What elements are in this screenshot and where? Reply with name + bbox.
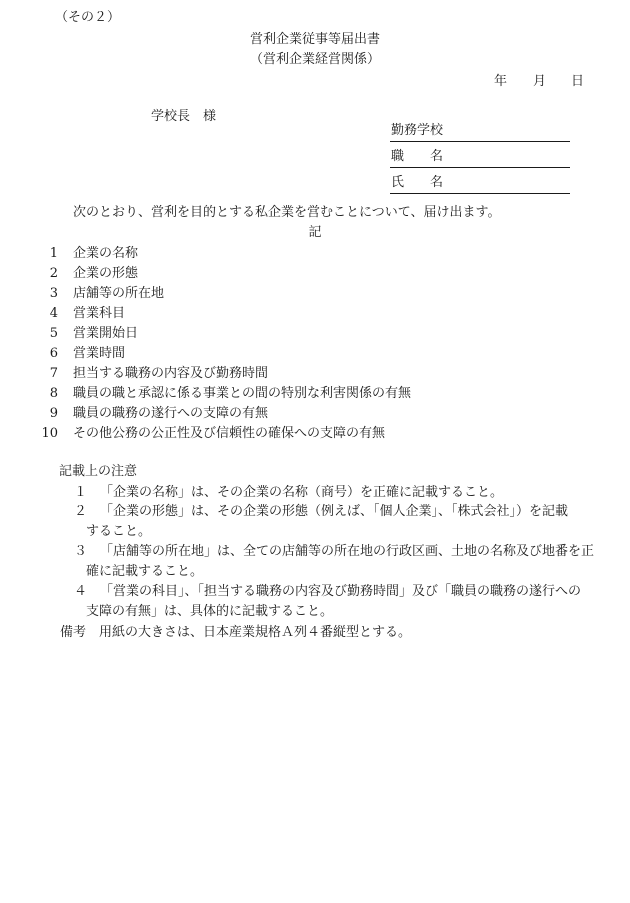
post-label-2: 名 bbox=[430, 149, 444, 164]
intro-text: 次のとおり、営利を目的とする私企業を営むことについて、届け出ます。 bbox=[73, 205, 501, 220]
note-text-line2: 確に記載すること。 bbox=[86, 564, 204, 579]
school-label: 勤務学校 bbox=[391, 123, 444, 138]
item-text: 職員の職と承認に係る事業との間の特別な利害関係の有無 bbox=[73, 386, 412, 401]
item-number: 3 bbox=[49, 286, 58, 301]
post-field bbox=[390, 150, 570, 168]
item-text: 企業の名称 bbox=[73, 246, 139, 261]
item-number: 8 bbox=[49, 386, 58, 401]
name-label-2: 名 bbox=[430, 175, 444, 190]
note-text-line1: 「企業の形態」は、その企業の形態（例えば、「個人企業」、「株式会社」）を記載 bbox=[100, 504, 569, 519]
document-subtitle: （営利企業経営関係） bbox=[249, 52, 380, 67]
name-field bbox=[390, 176, 570, 194]
note-number: ２ bbox=[74, 504, 88, 519]
item-number: 5 bbox=[49, 326, 58, 341]
note-number: ３ bbox=[74, 544, 88, 559]
remarks: 備考 用紙の大きさは、日本産業規格Ａ列４番縦型とする。 bbox=[60, 625, 412, 640]
item-text: 店舗等の所在地 bbox=[73, 286, 165, 301]
item-number: 9 bbox=[49, 406, 58, 421]
item-number: 10 bbox=[41, 426, 58, 441]
school-field bbox=[390, 124, 570, 142]
item-text: その他公務の公正性及び信頼性の確保への支障の有無 bbox=[73, 426, 386, 441]
item-text: 営業時間 bbox=[73, 346, 126, 361]
document-title: 営利企業従事等届出書 bbox=[249, 32, 380, 47]
note-text-line2: すること。 bbox=[86, 524, 152, 539]
item-number: 6 bbox=[49, 346, 58, 361]
item-text: 営業科目 bbox=[73, 306, 126, 321]
addressee: 学校長 様 bbox=[151, 109, 217, 124]
ki-heading: 記 bbox=[308, 225, 322, 240]
item-text: 職員の職務の遂行への支障の有無 bbox=[73, 406, 269, 421]
note-number: ４ bbox=[74, 584, 88, 599]
item-text: 営業開始日 bbox=[73, 326, 139, 341]
item-number: 4 bbox=[49, 306, 58, 321]
part-label: （その２） bbox=[55, 10, 121, 25]
note-number: １ bbox=[74, 485, 88, 500]
post-label-1: 職 bbox=[391, 149, 405, 164]
item-number: 7 bbox=[49, 366, 58, 381]
note-text-line1: 「企業の名称」は、その企業の名称（商号）を正確に記載すること。 bbox=[100, 485, 504, 500]
name-label-1: 氏 bbox=[391, 175, 405, 190]
item-number: 2 bbox=[49, 266, 58, 281]
date-day-label: 日 bbox=[571, 74, 585, 89]
note-text-line2: 支障の有無」は、具体的に記載すること。 bbox=[86, 604, 334, 619]
date-month-label: 月 bbox=[533, 74, 547, 89]
date-year-label: 年 bbox=[494, 74, 508, 89]
note-text-line1: 「店舗等の所在地」は、全ての店舗等の所在地の行政区画、土地の名称及び地番を正 bbox=[100, 544, 595, 559]
notes-heading: 記載上の注意 bbox=[59, 464, 138, 479]
item-text: 担当する職務の内容及び勤務時間 bbox=[73, 366, 269, 381]
note-text-line1: 「営業の科目」、「担当する職務の内容及び勤務時間」及び「職員の職務の遂行への bbox=[100, 584, 582, 599]
item-number: 1 bbox=[49, 246, 58, 261]
item-text: 企業の形態 bbox=[73, 266, 139, 281]
